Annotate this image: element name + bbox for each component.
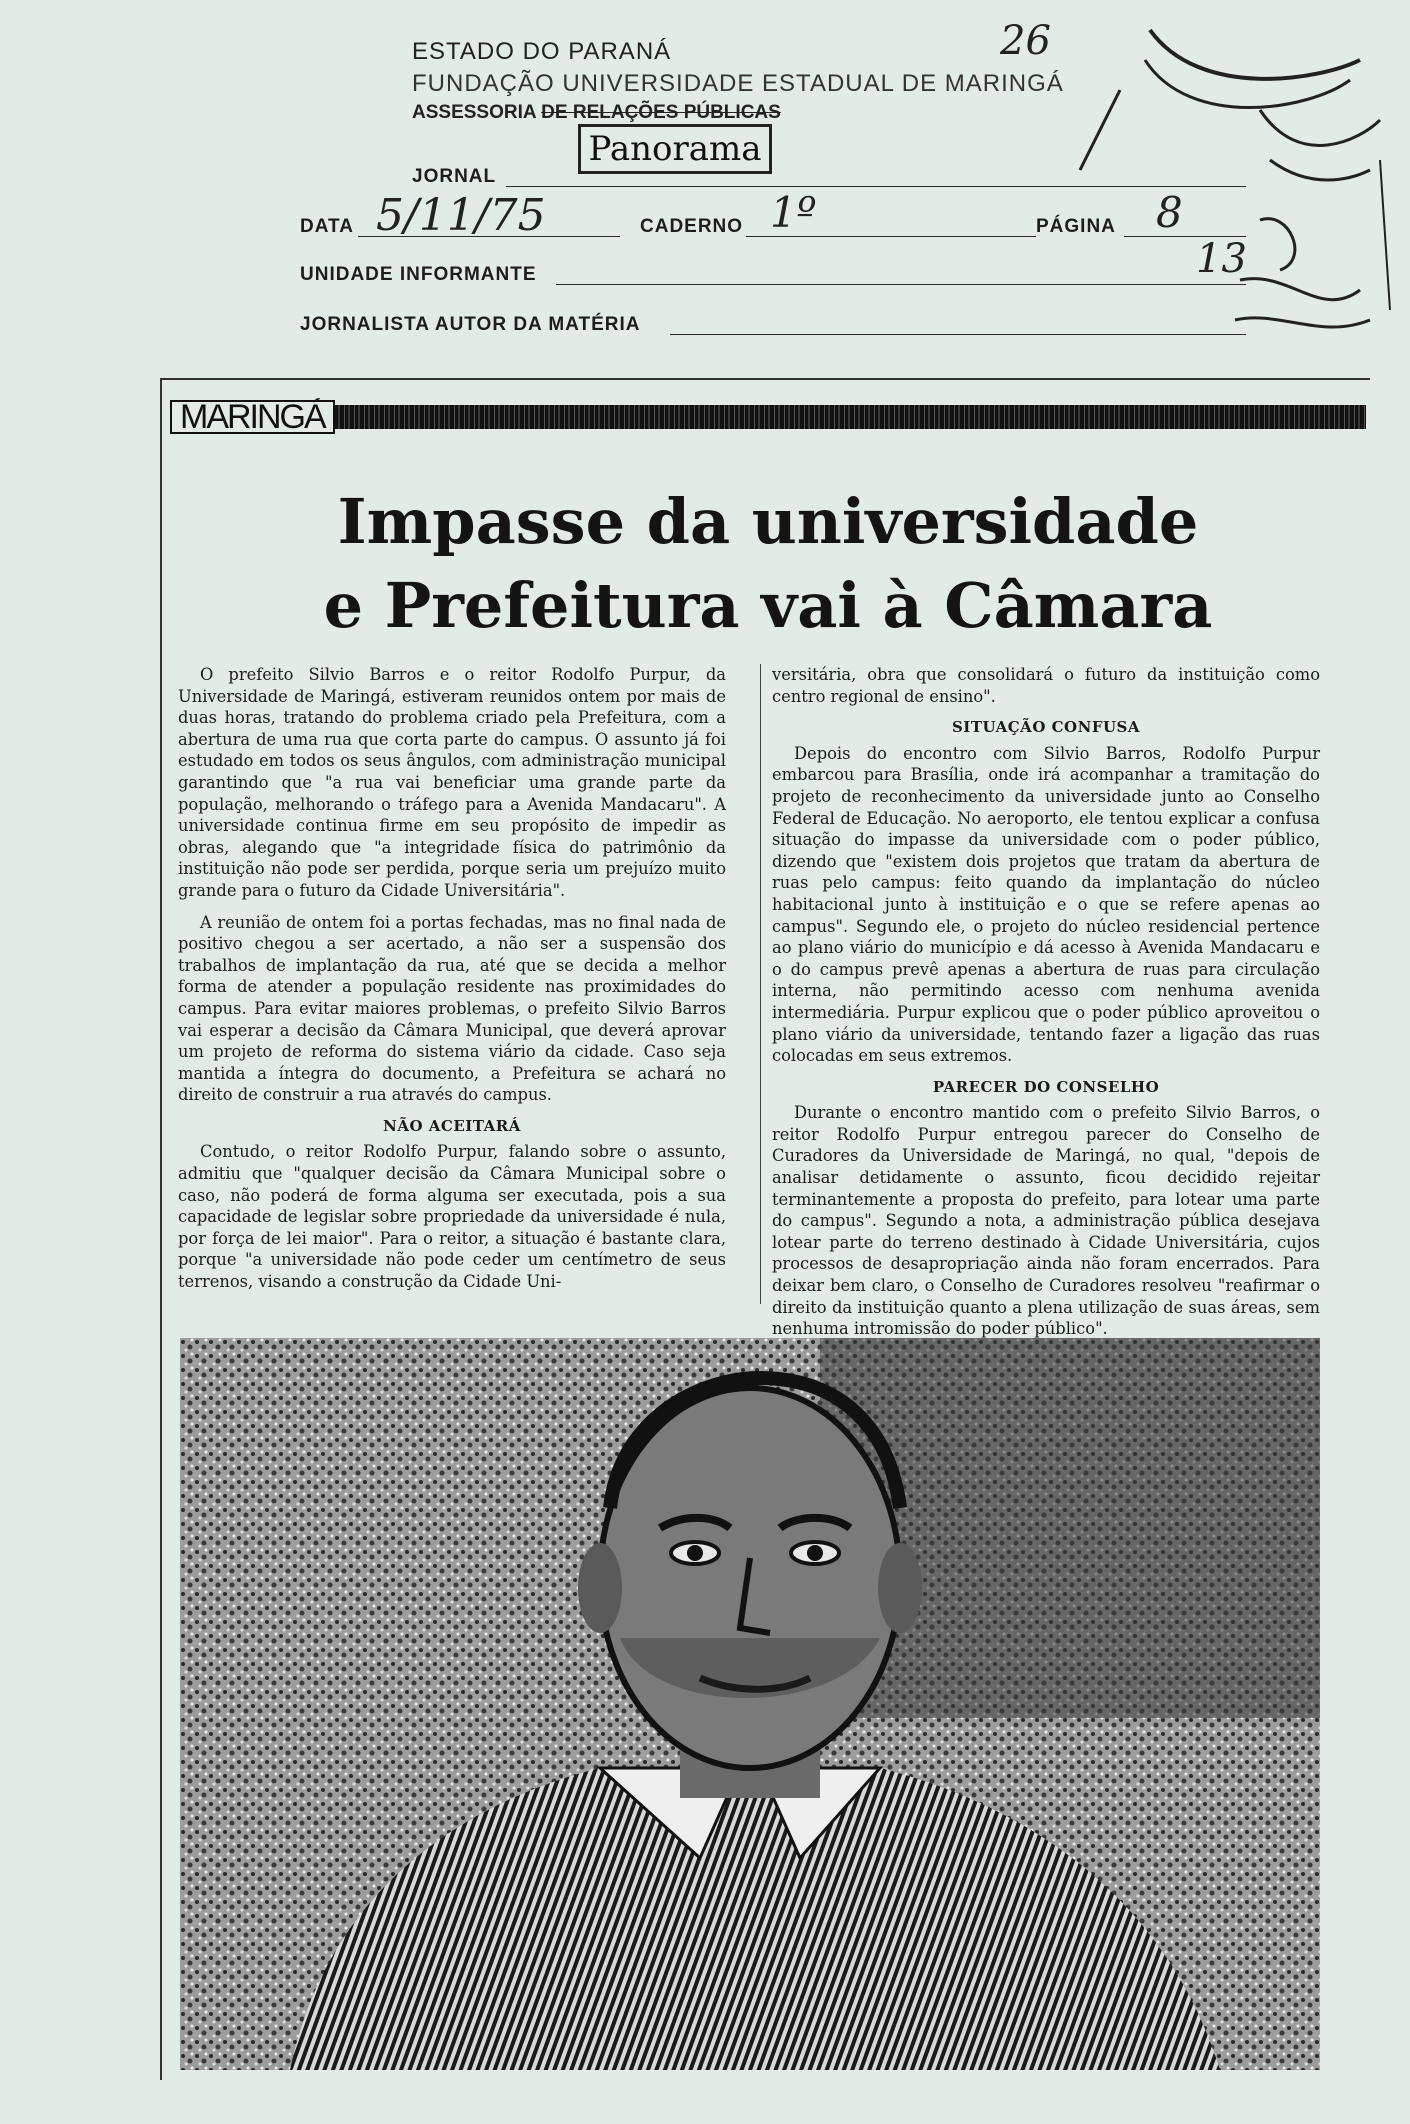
section-rule [335, 405, 1366, 429]
data-label: DATA [300, 216, 354, 237]
jornalista-line [670, 334, 1246, 335]
jornalista-label: JORNALISTA AUTOR DA MATÉRIA [300, 314, 641, 335]
subhead-situacao-confusa: SITUAÇÃO CONFUSA [951, 718, 1141, 737]
header-office-struck: DE RELAÇÕES PÚBLICAS [541, 102, 781, 123]
newspaper-stamp: Panorama [578, 124, 772, 174]
column-divider [760, 664, 761, 1304]
pagina-line [1124, 236, 1246, 237]
paragraph: O prefeito Silvio Barros e o reitor Rodolfo Purpur, da Universidade de Maringá, estiveram reunidos ontem por mais de duas horas, tratando do problema criado pela Prefeitura, com a abertura de uma rua que corta parte do campus. O assunto já foi estudado em todos os seus ângulos, com administração municipal garantindo que "a rua vai beneficiar uma grande parte da população, melhorando o tráfego para a Avenida Mandacaru". A universidade continua firme em seu propósito de impedir as obras, alegando que "a integridade física do patrimônio da instituição não pode ser perdida, porque seria um prejuízo muito grande para o futuro da Cidade Universitária". [178, 665, 726, 900]
handwritten-top-number: 26 [1000, 18, 1051, 64]
portrait-photo [180, 1338, 1320, 2070]
section-name: MARINGÁ [170, 400, 335, 434]
paragraph: Depois do encontro com Silvio Barros, Rodolfo Purpur embarcou para Brasília, onde irá acompanhar a tramitação do projeto de reconhecimento da universidade junto ao Conselho Federal de Educação. No aeroporto, ele tentou explicar a confusa situação do impasse da universidade com o poder público, dizendo que "existem dois projetos que tratam da abertura de ruas pelo campus: feito quando da implantação do núcleo habitacional junto à instituição e o que se refere apenas ao campus". Segundo ele, o projeto do núcleo residencial pertence ao plano viário do município e dá acesso à Avenida Mandacaru e o do campus prevê apenas a abertura de ruas para circulação interna, não permitindo acesso com nenhuma avenida intermediária. Purpur explicou que o poder público aproveitou o plano viário da universidade, tentando fazer a ligação das ruas colocadas em seus extremos. [772, 743, 1320, 1066]
data-value: 5/11/75 [376, 190, 546, 241]
subhead-parecer-do-conselho: PARECER DO CONSELHO [932, 1077, 1160, 1096]
paragraph: Contudo, o reitor Rodolfo Purpur, falando sobre o assunto, admitiu que "qualquer decisão da Câmara Municipal sobre o caso, não poderá de forma alguma ser executada, pois a sua capacidade de legislar sobre propriedade da universidade é nula, por força de lei maior". Para o reitor, a situação é bastante clara, porque "a universidade não pode ceder um centímetro de seus terrenos, visando a construção da Cidade Uni- [178, 1142, 726, 1292]
section-bar [170, 400, 1366, 434]
header-foundation: FUNDAÇÃO UNIVERSIDADE ESTADUAL DE MARINGÁ [412, 70, 1064, 97]
paragraph: versitária, obra que consolidará o futuro da instituição como centro regional de ensino". [772, 665, 1320, 706]
paragraph: Durante o encontro mantido com o prefeito Silvio Barros, o reitor Rodolfo Purpur entregou parecer do Conselho de Curadores da Universidade de Maringá, no qual, "depois de analisar detidamente o assunto, ficou decidido rejeitar terminantemente a proposta do prefeito, para lotear uma parte do campus". Segundo a nota, a administração pública desejava lotear parte do terreno destinado à Cidade Universitária, cujos processos de desapropriação ainda não foram encerrados. Para deixar bem claro, o Conselho de Curadores resolveu "reafirmar o direito da instituição quanto a plena utilização de suas áreas, sem nenhuma intromissão do poder público". [772, 1103, 1320, 1339]
article-column-right [772, 664, 1320, 1350]
header-office-prefix: ASSESSORIA [412, 102, 542, 123]
headline-line-2: e Prefeitura vai à Câmara [323, 569, 1213, 642]
jornal-line [506, 186, 1246, 187]
article-column-left [178, 664, 726, 1303]
subhead-nao-aceitara: NÃO ACEITARÁ [383, 1116, 521, 1135]
pagina-label: PÁGINA [1036, 216, 1116, 237]
headline [170, 480, 1366, 648]
headline-line-1: Impasse da universidade [337, 485, 1199, 558]
jornal-label: JORNAL [412, 166, 497, 187]
handwritten-side-note: 13 [1196, 236, 1247, 282]
header-state: ESTADO DO PARANÁ [412, 38, 672, 65]
pagina-value: 8 [1156, 188, 1183, 237]
unidade-label: UNIDADE INFORMANTE [300, 264, 537, 285]
unidade-line [556, 284, 1246, 285]
caderno-label: CADERNO [640, 216, 744, 237]
paragraph: A reunião de ontem foi a portas fechadas, mas no final nada de positivo chegou a ser acertado, a não ser a suspensão dos trabalhos de implantação da rua, até que se decida a melhor forma de atender a população residente nas proximidades do campus. Para evitar maiores problemas, o prefeito Silvio Barros vai esperar a decisão da Câmara Municipal, que deverá aprovar um projeto de reforma do sistema viário da cidade. Caso seja mantida a íntegra do documento, a Prefeitura se achará no direito de construir a rua através do campus. [178, 912, 726, 1105]
handwritten-scribbles [1060, 20, 1400, 350]
header-office [412, 102, 781, 124]
caderno-value: 1º [770, 188, 817, 237]
